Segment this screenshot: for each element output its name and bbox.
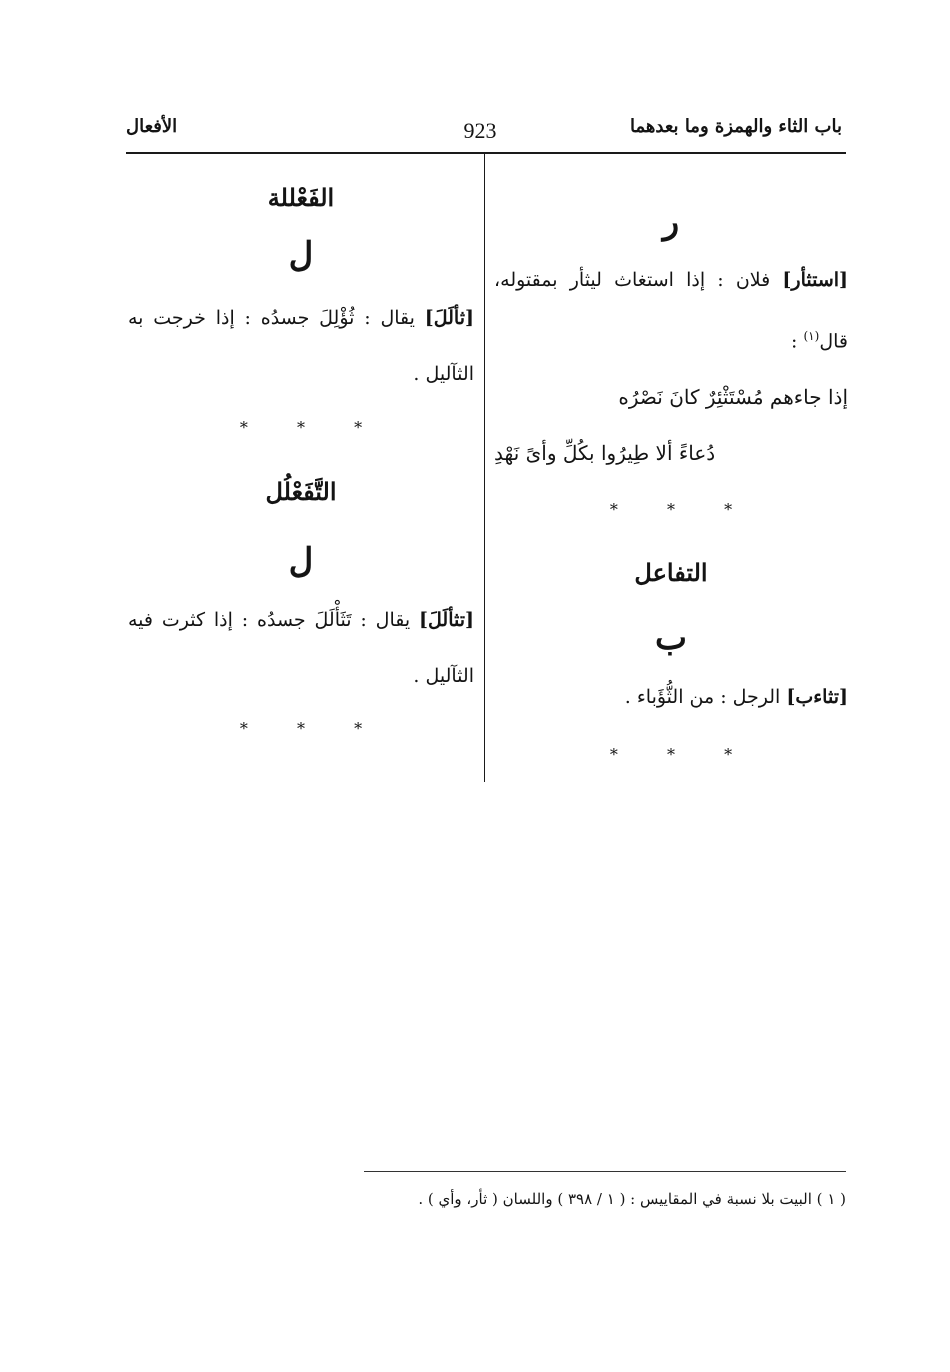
entry-headword: [تثاءب] [786, 686, 848, 709]
verse-line-2: دُعاءً ألا طِيرُوا بكُلِّ وأىً نَهْدِ [494, 441, 716, 466]
section-heading-tafaul: التفاعل [634, 558, 708, 588]
entry-text: الرجل : من الثُّؤَباء . [624, 686, 781, 709]
entry-text-cont: خرجت به الثآليل . [128, 307, 474, 385]
verse-line-1: إذا جاءهم مُسْتَثْئِرٌ كانَ نَصْرُه [618, 385, 848, 410]
root-letter-l: ل [288, 235, 314, 275]
footnote-ref: (١) [803, 329, 820, 343]
entry-istathar [494, 252, 848, 369]
running-header-chapter: باب الثاء والهمزة وما بعدهما [630, 116, 842, 137]
header-rule [126, 152, 846, 154]
entry-text: يقال : ثُؤْلِلَ جسدُه : إذا [215, 307, 415, 329]
entry-tathaalal [128, 592, 474, 704]
entry-thaalal [128, 290, 474, 402]
running-header-section: الأفعال [126, 116, 178, 137]
section-heading-falala: الفَعْللة [267, 183, 335, 212]
entry-tathaab [494, 669, 848, 725]
root-letter-r: ر [662, 202, 680, 242]
entry-headword: [تثألَلَ] [419, 609, 475, 631]
entry-text: فلان : إذا استغاث ليثأر [569, 269, 771, 291]
left-column [128, 176, 474, 754]
entry-text: يقال : تَثَأْلَلَ جسدُه : إذا كثرت [161, 609, 411, 631]
entry-headword: [استثأر] [782, 269, 849, 291]
footnote-rule [364, 1171, 846, 1172]
section-separator: * * * [239, 719, 385, 738]
section-separator: * * * [239, 418, 385, 437]
footnote: ( ١ ) البيت بلا نسبة في المقاييس : ( ١ / ٣٩٨ ) واللسان ( ثأر، وأي ) . [418, 1190, 846, 1208]
right-column [494, 192, 848, 785]
root-letter-b: ب [654, 618, 687, 659]
section-heading-tafalul: التَّفَعْلُل [265, 477, 337, 506]
root-letter-l: ل [288, 541, 314, 581]
column-divider [484, 154, 485, 782]
entry-text-cont: بمقتوله، قال [494, 269, 848, 353]
entry-text-colon: : [791, 330, 798, 353]
section-separator: * * * [609, 500, 755, 520]
page-number: 923 [463, 118, 497, 143]
entry-headword: [ثألَلَ] [424, 307, 474, 329]
section-separator: * * * [609, 745, 755, 765]
entry-text-cont: فيه الثآليل . [128, 609, 474, 687]
